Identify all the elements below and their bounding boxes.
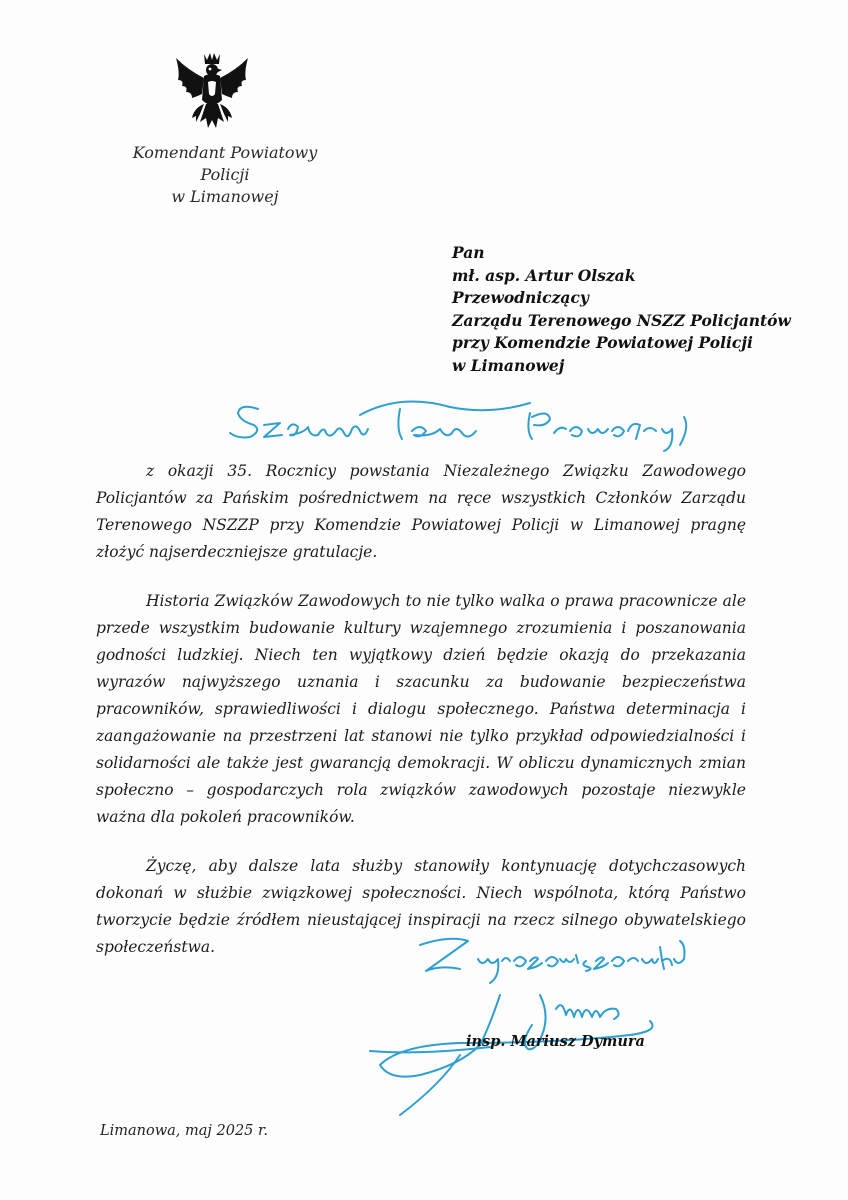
handwritten-signature [360,925,700,1135]
letter-body [96,458,746,983]
addressee-line: Przewodniczący [452,288,589,307]
handwritten-greeting [200,395,710,455]
addressee-block [452,242,792,377]
issuer-line: w Limanowej [171,187,279,206]
addressee-line: mł. asp. Artur Olszak [452,265,636,285]
issuer-line: Komendant Powiatowy Policji [132,143,318,184]
place-date: Limanowa, maj 2025 r. [100,1123,268,1139]
polish-eagle-emblem-icon [170,50,254,136]
body-paragraph: z okazji 35. Rocznicy powstania Niezależnego Związku Zawodowego Policjantów za Pańskim pośrednictwem na ręce wszystkich Członków Zarządu Terenowego NSZZP przy Komendzie Powiatowej Policji w Limanowej pragnę złożyć najserdeczniejsze gratulacje. [96,462,746,561]
addressee-line: Pan [452,243,485,262]
addressee-line: Zarządu Terenowego NSZZ Policjantów [452,310,791,330]
addressee-line: przy Komendzie Powiatowej Policji [452,333,753,352]
signer-name: insp. Mariusz Dymura [466,1033,645,1050]
body-paragraph: Życzę, aby dalsze lata służby stanowiły kontynuację dotychczasowych dokonań w służbie związkowej społeczności. Niech wspólnota, którą Państwo tworzycie będzie źródłem nieustającej inspiracji na rzecz silnego obywatelskiego społeczeństwa. [96,857,746,956]
body-paragraph: Historia Związków Zawodowych to nie tylko walka o prawa pracownicze ale przede wszystkim budowanie kultury wzajemnego zrozumienia i poszanowania godności ludzkiej. Niech ten wyjątkowy dzień będzie okazją do przekazania wyrazów najwyższego uznania i szacunku za budowanie bezpieczeństwa pracowników, sprawiedliwości i dialogu społecznego. Państwa determinacja i zaangażowanie na przestrzeni lat stanowi nie tylko przykład odpowiedzialności i solidarności ale także jest gwarancją demokracji. W obliczu dynamicznych zmian społeczno – gospodarczych rola związków zawodowych pozostaje niezwykle ważna dla pokoleń pracowników. [96,592,746,826]
addressee-line: w Limanowej [452,355,565,375]
issuer-block [110,142,340,208]
